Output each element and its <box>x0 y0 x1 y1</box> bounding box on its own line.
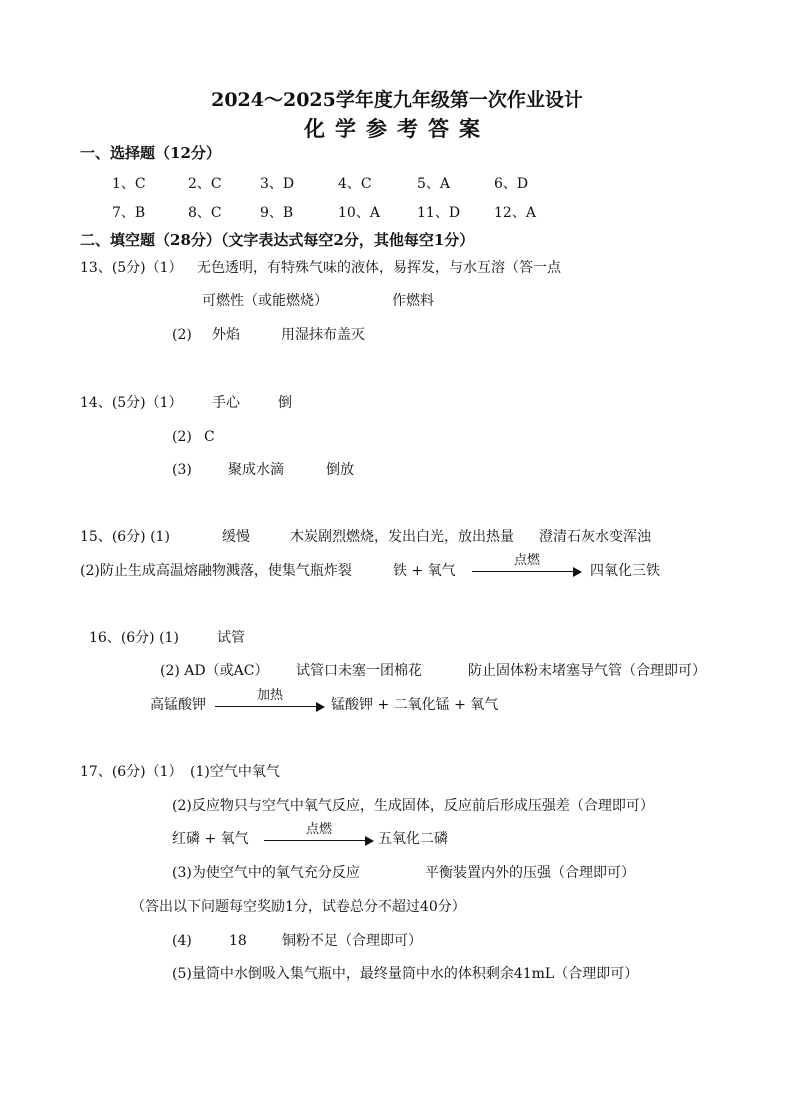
reaction-condition: 加热 <box>256 688 283 703</box>
equation-products: 锰酸钾 + 二氧化锰 + 氧气 <box>331 697 499 713</box>
answer-text: C <box>204 429 215 445</box>
answer-text: 缓慢 <box>222 529 250 545</box>
choice-answer: 8、C <box>188 205 222 221</box>
reaction-condition: 点燃 <box>513 553 540 568</box>
answer-text: 试管 <box>217 630 245 646</box>
reaction-arrow <box>472 566 582 578</box>
answer-text: 试管口未塞一团棉花 <box>296 663 422 679</box>
reaction-arrow <box>215 701 325 713</box>
bonus-note: （答出以下问题每空奖励1分，试卷总分不超过40分） <box>131 899 466 915</box>
part-label: (3) <box>172 462 192 478</box>
answer-text: 平衡装置内外的压强（合理即可） <box>425 865 635 881</box>
part-label: (4) <box>172 933 192 949</box>
section-heading-fill: 二、填空题（28分）（文字表达式每空2分，其他每空1分） <box>80 231 475 249</box>
part-label: (2) <box>172 327 192 343</box>
question-label: 14、(5分)（1） <box>80 395 183 411</box>
choice-answer: 3、D <box>260 176 295 192</box>
equation-products: 四氧化三铁 <box>590 563 660 579</box>
reaction-condition: 点燃 <box>305 822 332 837</box>
question-label: 15、(6分) (1) <box>80 529 170 545</box>
answer-text: 聚成水滴 <box>228 462 284 478</box>
answer-text: (2)防止生成高温熔融物溅落，使集气瓶炸裂 <box>80 563 352 579</box>
question-label: 16、(6分) (1) <box>89 630 179 646</box>
answer-text: 18 <box>229 933 247 949</box>
choice-answer: 5、A <box>417 176 451 192</box>
equation-reactants: 铁 + 氧气 <box>393 563 456 579</box>
choice-answer: 9、B <box>260 205 294 221</box>
answer-text: 澄清石灰水变浑浊 <box>539 529 651 545</box>
choice-answer: 7、B <box>112 205 146 221</box>
answer-text: (2)反应物只与空气中氧气反应，生成固体，反应前后形成压强差（合理即可） <box>172 798 654 814</box>
answer-text: (1)空气中氧气 <box>190 764 280 780</box>
choice-answer: 6、D <box>494 176 529 192</box>
answer-text: 手心 <box>212 395 240 411</box>
choice-answer: 1、C <box>112 176 146 192</box>
answer-text: 防止固体粉末堵塞导气管（合理即可） <box>468 663 706 679</box>
choice-answer: 10、A <box>338 205 380 221</box>
document-title: 2024～2025学年度九年级第一次作业设计 <box>211 89 583 111</box>
answer-text: (5)量筒中水倒吸入集气瓶中，最终量筒中水的体积剩余41mL（合理即可） <box>172 966 639 982</box>
answer-text: (2) AD（或AC） <box>160 663 269 679</box>
choice-answer: 12、A <box>494 205 536 221</box>
answer-text: 作燃料 <box>392 293 434 309</box>
section-heading-choice: 一、选择题（12分） <box>80 144 221 162</box>
choice-answer: 2、C <box>188 176 222 192</box>
document-subtitle: 化学参考答案 <box>304 116 490 141</box>
choice-answer: 11、D <box>417 205 461 221</box>
equation-products: 五氧化二磷 <box>378 831 448 847</box>
answer-text: 用湿抹布盖灭 <box>281 327 365 343</box>
answer-text: 外焰 <box>212 327 240 343</box>
reaction-arrow <box>264 835 374 847</box>
answer-text: 倒 <box>278 395 292 411</box>
question-label: 17、(6分)（1） <box>80 764 183 780</box>
equation-reactants: 高锰酸钾 <box>150 697 206 713</box>
equation-reactants: 红磷 + 氧气 <box>172 831 249 847</box>
answer-text: (3)为使空气中的氧气充分反应 <box>172 865 360 881</box>
answer-text: 可燃性（或能燃烧） <box>202 293 328 309</box>
answer-text: 无色透明，有特殊气味的液体，易挥发，与水互溶（答一点 <box>197 260 561 276</box>
question-label: 13、(5分)（1） <box>80 260 183 276</box>
part-label: (2) <box>172 429 192 445</box>
answer-text: 木炭剧烈燃烧，发出白光，放出热量 <box>290 529 514 545</box>
answer-text: 倒放 <box>326 462 354 478</box>
answer-text: 铜粉不足（合理即可） <box>282 933 422 949</box>
choice-answer: 4、C <box>338 176 372 192</box>
